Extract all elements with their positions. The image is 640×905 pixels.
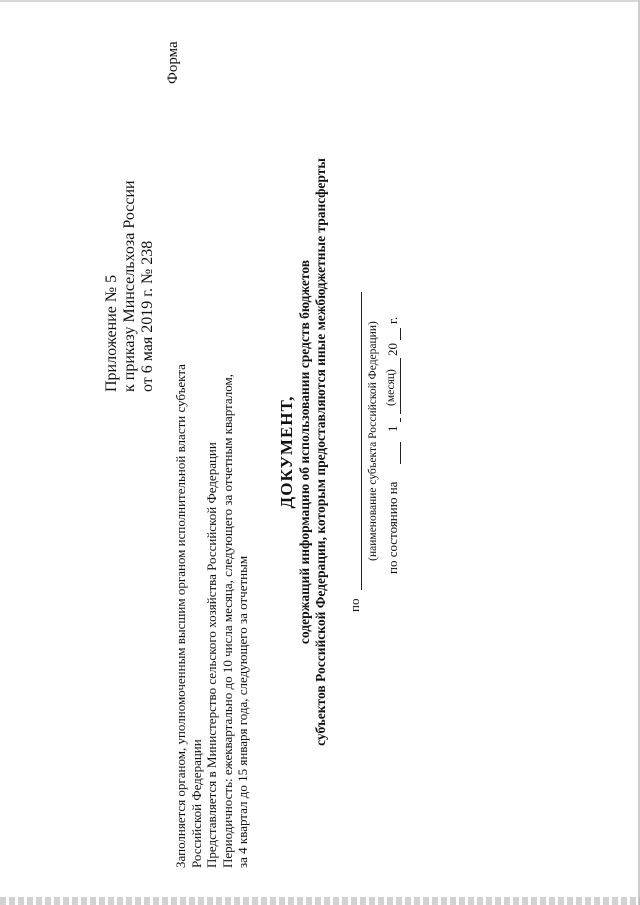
date-year-line[interactable]: [400, 328, 401, 340]
appendix-date: от 6 мая 2019 г. № 238: [139, 240, 156, 392]
date-year-suffix: г.: [385, 316, 400, 324]
subject-name-field[interactable]: [343, 292, 379, 612]
scan-edge-bottom: [0, 897, 640, 905]
date-day-close-line: [400, 418, 401, 422]
document-title: ДОКУМЕНТ,: [277, 395, 296, 509]
instruction-periodicity-cont: за 4 квартал до 15 января года, следующего за отчетным: [235, 555, 250, 868]
document-subtitle-line1: содержащий информацию об использовании средств бюджетов: [297, 259, 312, 645]
document-subtitle-line2: субъектов Российской Федерации, которым предоставляются иные межбюджетные трансферты: [313, 158, 328, 746]
appendix-block: [103, 52, 157, 392]
date-month-hint: (месяц): [385, 369, 397, 406]
date-year-prefix: 20: [385, 343, 400, 356]
date-day-open-line[interactable]: [400, 442, 401, 464]
subject-name-hint: (наименование субъекта Российской Федерации): [367, 321, 379, 561]
instruction-filled-by-cont: Российской Федерации: [188, 739, 204, 868]
instruction-periodicity: Периодичность: ежеквартально до 10 числа месяца, следующего за отчетным кварталом,: [219, 374, 235, 868]
date-day: 1: [385, 425, 400, 432]
instruction-filled-by: Заполняется органом, уполномоченным высшим органом исполнительной власти субъекта: [173, 364, 188, 868]
instructions-block: [173, 364, 251, 868]
appendix-number: Приложение № 5: [103, 274, 120, 392]
subject-name-line[interactable]: [361, 292, 362, 590]
date-month-line[interactable]: [400, 358, 401, 414]
subject-prefix: по: [347, 598, 362, 612]
report-date-field: [385, 314, 419, 574]
instruction-submitted-to: Представляется в Министерство сельского хозяйства Российской Федерации: [204, 442, 219, 868]
appendix-order: к приказу Минсельхоза России: [121, 180, 138, 392]
scan-edge-top: [0, 0, 640, 2]
form-label: Форма: [165, 41, 181, 84]
date-prefix: по состоянию на: [385, 481, 400, 574]
rotated-form-content: [25, 12, 615, 892]
